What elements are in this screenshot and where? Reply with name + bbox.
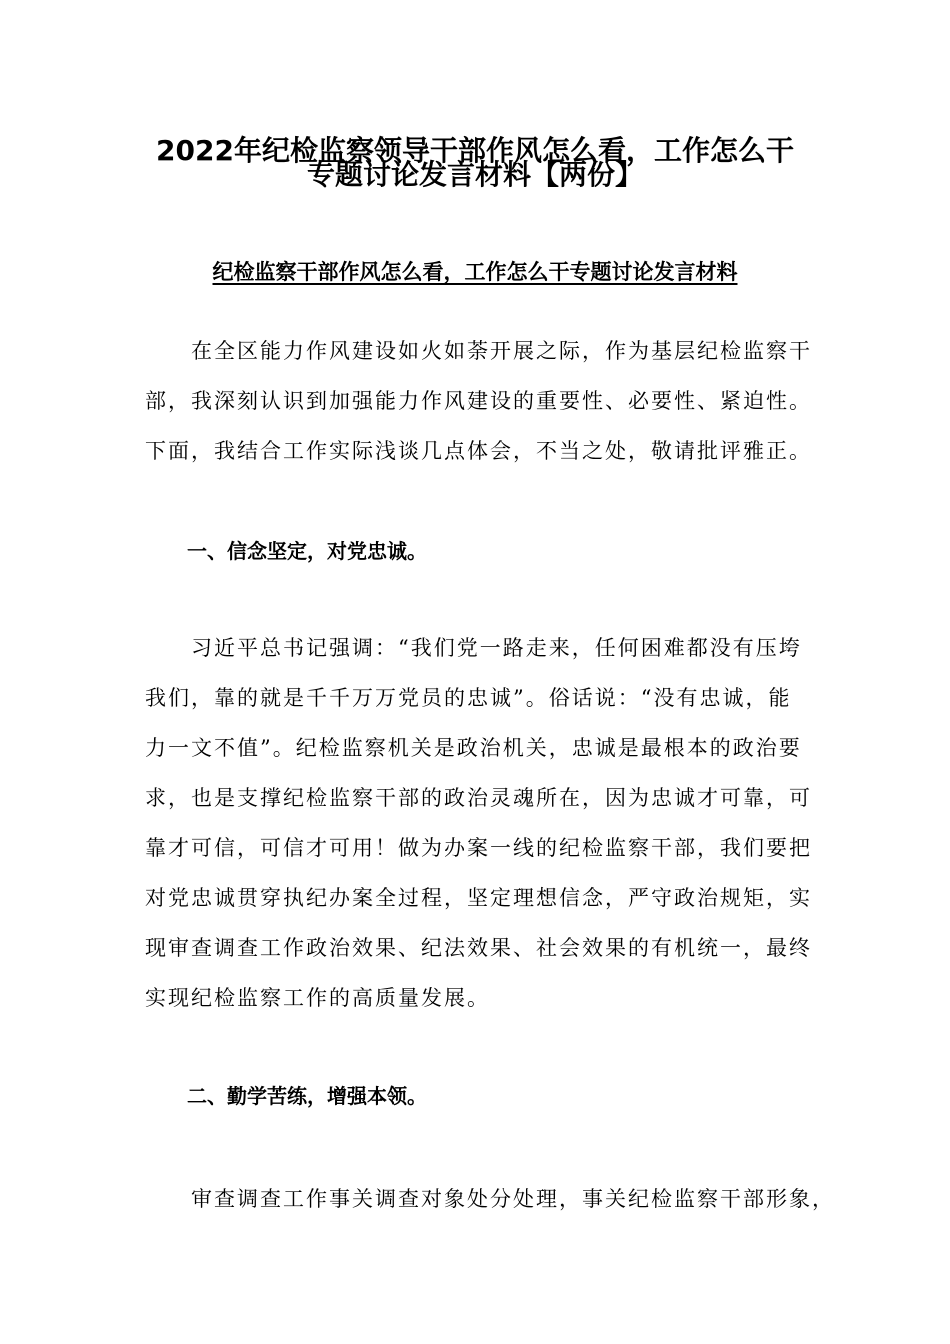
section-1-line-4: 求，也是支撑纪检监察干部的政治灵魂所在，因为忠诚才可靠，可	[145, 786, 812, 810]
section-1-heading: 一、信念坚定，对党忠诚。	[187, 539, 427, 563]
speech-subtitle: 纪检监察干部作风怎么看，工作怎么干专题讨论发言材料	[212, 260, 738, 284]
intro-line-3: 下面，我结合工作实际浅谈几点体会，不当之处，敬请批评雅正。	[145, 439, 812, 463]
section-1-line-1: 习近平总书记强调：“我们党一路走来，任何困难都没有压垮	[145, 636, 802, 660]
section-1-line-6: 对党忠诚贯穿执纪办案全过程，坚定理想信念，严守政治规矩，实	[145, 886, 812, 910]
section-2-line-1: 审查调查工作事关调查对象处分处理，事关纪检监察干部形象，	[145, 1187, 835, 1211]
section-1-line-8: 实现纪检监察工作的高质量发展。	[145, 986, 490, 1010]
intro-line-2: 部，我深刻认识到加强能力作风建设的重要性、必要性、紧迫性。	[145, 389, 812, 413]
document-title-line-2: 专题讨论发言材料【两份】	[306, 158, 643, 191]
section-1-line-2: 我们，靠的就是千千万万党员的忠诚”。俗话说：“没有忠诚，能	[145, 686, 792, 710]
document-title-line-1: 2022年纪检监察领导干部作风怎么看，工作怎么干	[156, 134, 794, 167]
section-1-line-7: 现审查调查工作政治效果、纪法效果、社会效果的有机统一，最终	[145, 936, 812, 960]
section-1-line-5: 靠才可信，可信才可用！做为办案一线的纪检监察干部，我们要把	[145, 836, 812, 860]
intro-line-1: 在全区能力作风建设如火如荼开展之际，作为基层纪检监察干	[145, 339, 812, 363]
section-1-line-3: 力一文不值”。纪检监察机关是政治机关，忠诚是最根本的政治要	[145, 736, 802, 760]
section-2-heading: 二、勤学苦练，增强本领。	[187, 1084, 427, 1108]
